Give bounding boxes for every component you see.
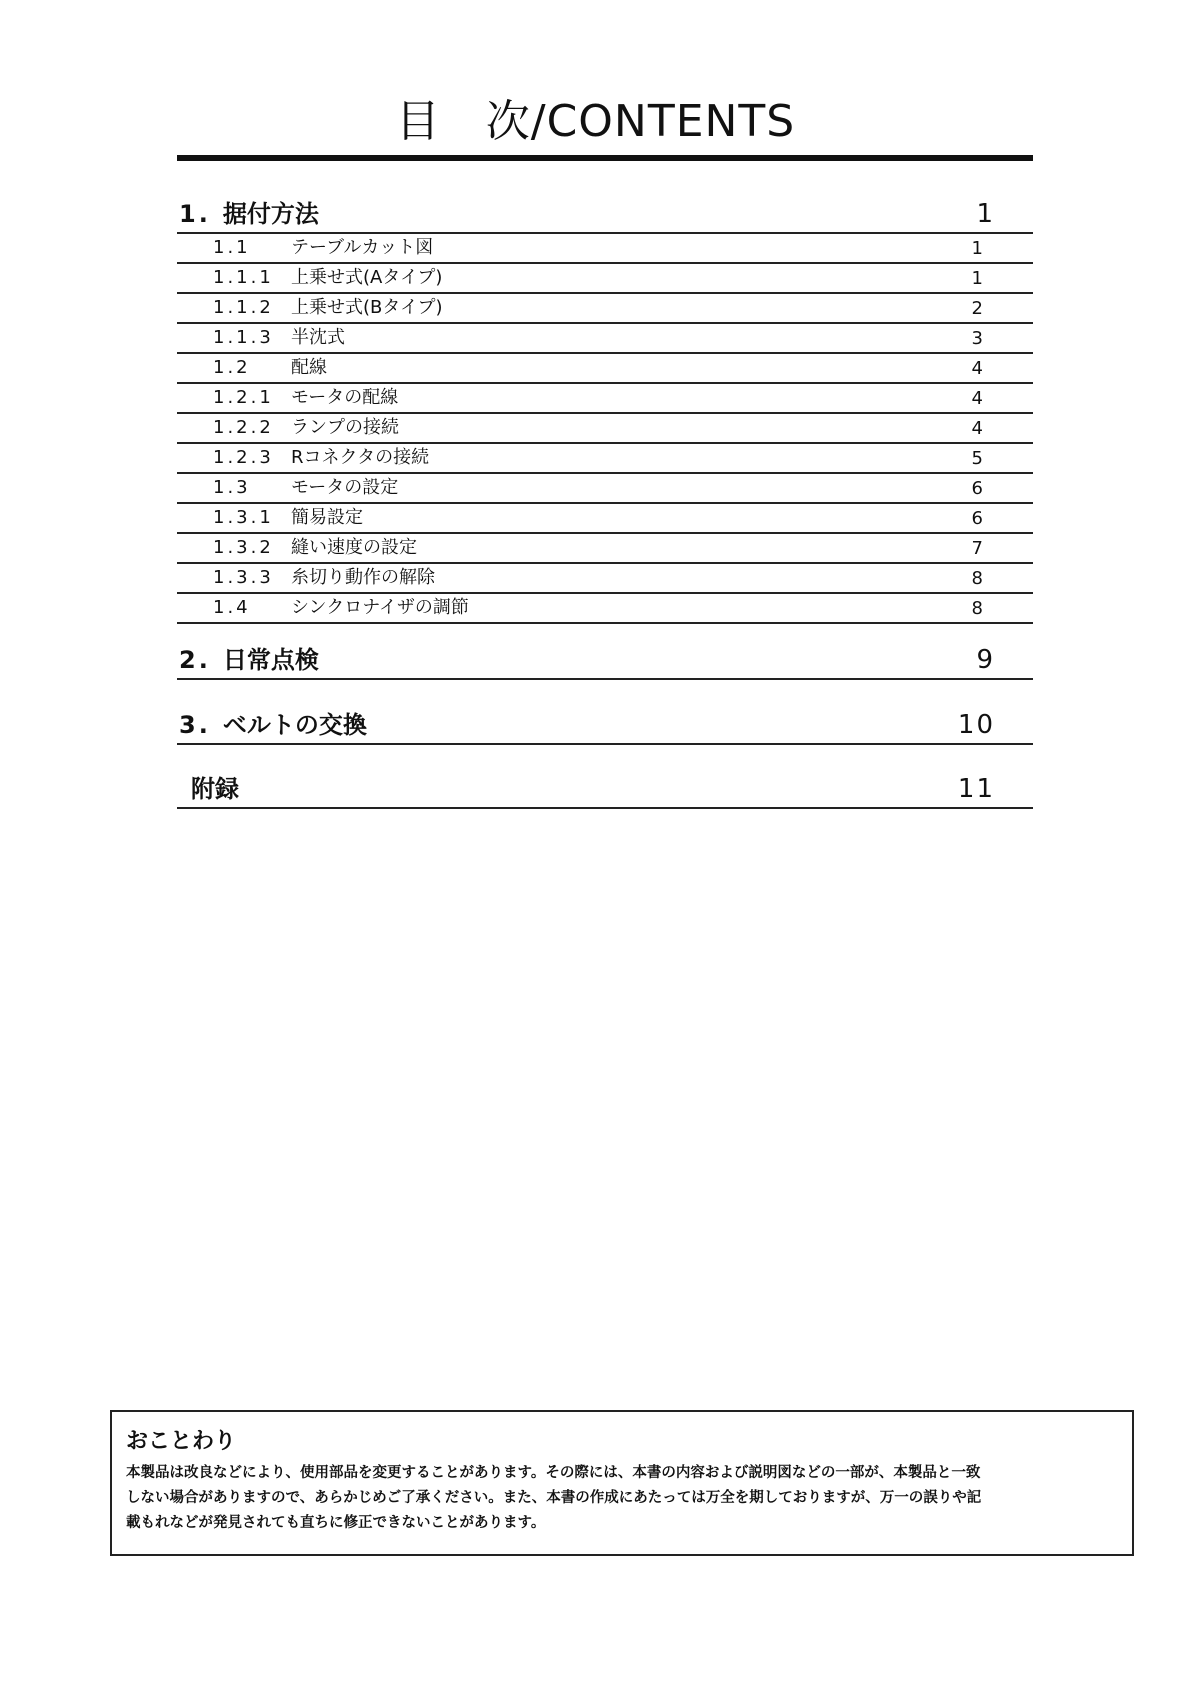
toc-row-1-2-3 bbox=[177, 444, 1033, 474]
toc-row-1-2-1 bbox=[177, 384, 1033, 414]
toc-number: 1.2 bbox=[213, 357, 251, 378]
toc-number: 1.1.2 bbox=[213, 297, 274, 318]
toc-title: 半沈式 bbox=[291, 327, 345, 348]
toc-number: 1.2.1 bbox=[213, 387, 274, 408]
toc-page: 8 bbox=[971, 598, 983, 619]
toc-title: 附録 bbox=[191, 775, 239, 803]
toc-page: 1 bbox=[971, 238, 983, 259]
notice-line: しない場合がありますので、あらかじめご了承ください。また、本書の作成にあたっては万全を期しておりますが、万一の誤りや記 bbox=[126, 1490, 982, 1506]
toc-title: Rコネクタの接続 bbox=[291, 447, 430, 468]
toc-row-1-4 bbox=[177, 594, 1033, 624]
toc-title: 上乗せ式(Bタイプ) bbox=[291, 297, 443, 318]
toc-page: 6 bbox=[971, 508, 983, 529]
toc-title: 縫い速度の設定 bbox=[291, 537, 417, 558]
toc-title: 据付方法 bbox=[222, 200, 319, 228]
toc-page: 2 bbox=[971, 298, 983, 319]
toc-title: ベルトの交換 bbox=[222, 711, 367, 739]
toc-number: 1.4 bbox=[213, 597, 251, 618]
page-title: 目 次/CONTENTS bbox=[395, 96, 796, 147]
toc-title: 日常点検 bbox=[222, 646, 319, 674]
toc-number: 1.1.1 bbox=[213, 267, 274, 288]
toc-page: 4 bbox=[971, 388, 983, 409]
toc-number: 3. bbox=[179, 711, 211, 739]
toc-number: 2. bbox=[179, 646, 211, 674]
toc-row-3 bbox=[177, 700, 1033, 745]
toc-row-1-3-2 bbox=[177, 534, 1033, 564]
toc-row-1-2 bbox=[177, 354, 1033, 384]
toc-row-1-2-2 bbox=[177, 414, 1033, 444]
toc-page: 8 bbox=[971, 568, 983, 589]
toc-row-1-1 bbox=[177, 234, 1033, 264]
toc-row-1-1-3 bbox=[177, 324, 1033, 354]
toc-page: 6 bbox=[971, 478, 983, 499]
toc-page: 1 bbox=[971, 268, 983, 289]
toc-number: 1.3 bbox=[213, 477, 251, 498]
toc-page: 11 bbox=[957, 774, 995, 804]
toc-number: 1.2.3 bbox=[213, 447, 274, 468]
notice-body bbox=[126, 1461, 1118, 1536]
toc-row-appendix bbox=[177, 764, 1033, 809]
toc-number: 1. bbox=[179, 200, 211, 228]
toc-title: テーブルカット図 bbox=[291, 237, 434, 258]
toc-row-1-3-3 bbox=[177, 564, 1033, 594]
toc-number: 1.3.2 bbox=[213, 537, 274, 558]
notice-line: 載もれなどが発見されても直ちに修正できないことがあります。 bbox=[126, 1515, 546, 1531]
toc-row-1-1-1 bbox=[177, 264, 1033, 294]
toc-title: モータの設定 bbox=[291, 477, 399, 498]
toc-number: 1.2.2 bbox=[213, 417, 274, 438]
toc-title: モータの配線 bbox=[291, 387, 399, 408]
toc-row-1-1-2 bbox=[177, 294, 1033, 324]
toc-row-1-3-1 bbox=[177, 504, 1033, 534]
toc-row-1 bbox=[177, 197, 1033, 234]
toc-row-2 bbox=[177, 636, 1033, 680]
toc-page: 1 bbox=[976, 199, 995, 229]
toc-page: 4 bbox=[971, 358, 983, 379]
toc-page: 4 bbox=[971, 418, 983, 439]
toc-title: 上乗せ式(Aタイプ) bbox=[291, 267, 443, 288]
notice-box bbox=[110, 1410, 1134, 1556]
toc-title: ランプの接続 bbox=[291, 417, 399, 438]
toc-title: 配線 bbox=[291, 357, 327, 378]
toc-page: 3 bbox=[971, 328, 983, 349]
toc-title: 糸切り動作の解除 bbox=[291, 567, 435, 588]
title-rule bbox=[177, 155, 1033, 161]
notice-line: 本製品は改良などにより、使用部品を変更することがあります。その際には、本書の内容および説明図などの一部が、本製品と一致 bbox=[126, 1465, 981, 1481]
toc-number: 1.3.1 bbox=[213, 507, 274, 528]
toc-page: 5 bbox=[971, 448, 983, 469]
notice-title: おことわり bbox=[126, 1429, 237, 1454]
toc-page: 10 bbox=[957, 710, 995, 740]
toc-number: 1.3.3 bbox=[213, 567, 274, 588]
toc-title: 簡易設定 bbox=[291, 507, 363, 528]
toc-title: シンクロナイザの調節 bbox=[291, 597, 469, 618]
toc-number: 1.1 bbox=[213, 237, 251, 258]
toc-page: 9 bbox=[976, 645, 995, 675]
toc-row-1-3 bbox=[177, 474, 1033, 504]
toc-page: 7 bbox=[971, 538, 983, 559]
toc-number: 1.1.3 bbox=[213, 327, 274, 348]
